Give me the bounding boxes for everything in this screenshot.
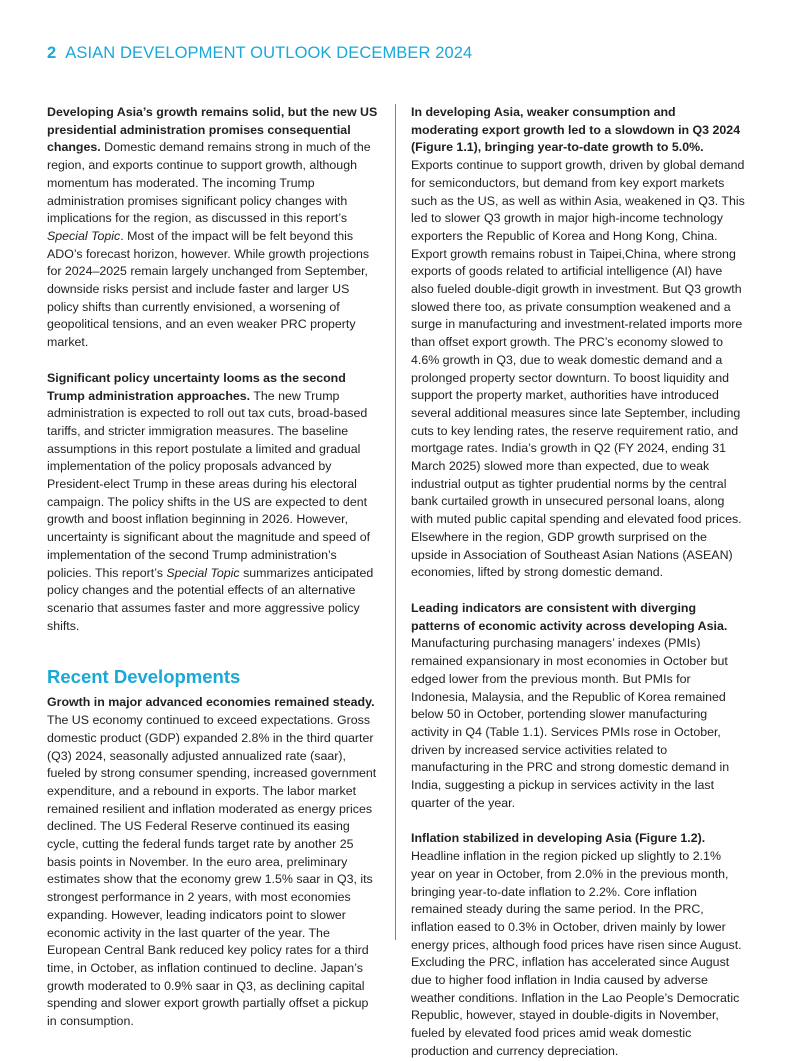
paragraph-lead: Significant policy uncertainty looms as the second Trump administration approaches. — [47, 370, 346, 403]
paragraph-growth-solid — [47, 104, 379, 352]
paragraph-text: Exports continue to support growth, driven by global demand for semiconductors, but demand from key export markets such as the US, as well as within Asia, weakened in Q3. This led to slower Q3 growth in major high-income technology exporters the Republic of Korea and Hong Kong, China. Export growth remains robust in Taipei,China, where strong exports of goods related to artificial intelligence (AI) have also fueled double-digit growth in investment. But Q3 growth slowed there too, as private consumption weakened and a surge in manufacturing and investment-related imports more than offset export growth. The PRC’s economy slowed to 4.6% growth in Q3, due to weak domestic demand and a prolonged property sector downturn. To boost liquidity and support the property market, authorities have introduced several additional measures since late September, including cuts to key lending rates, the reserve requirement ratio, and mortgage rates. India’s growth in Q2 (FY 2024, ending 31 March 2025) slowed more than expected, due to weak industrial output as tighter prudential norms by the central bank curtailed growth in unsecured personal loans, along with muted public capital spending and elevated food prices. Elsewhere in the region, GDP growth surprised on the upside in Association of Southeast Asian Nations (ASEAN) economies, lifted by strong domestic demand. — [411, 158, 745, 580]
paragraph-text: Headline inflation in the region picked up slightly to 2.1% year on year in October, from 2.0% in the previous month, bringing year-to-date inflation to 2.2%. Core inflation remained steady during the same period. In the PRC, inflation eased to 0.3% in October, driven mainly by lower energy prices, although food prices have risen since August. Excluding the PRC, inflation has accelerated since August due to higher food inflation in India caused by adverse weather conditions. Inflation in the Lao People’s Democratic Republic, however, stayed in double-digits in November, fueled by elevated food prices amid weak domestic production and currency depreciation. — [411, 849, 742, 1058]
section-heading-recent-developments: Recent Developments — [47, 666, 241, 688]
page-number: 2 — [47, 44, 57, 62]
paragraph-text: . Most of the impact will be felt beyond this ADO’s forecast horizon, however. While growth projections for 2024–2025 remain largely unchanged from September, downside risks persist and include faster and larger US policy shifts than currently envisioned, a worsening of geopolitical tensions, and an even weaker PRC property market. — [47, 228, 370, 350]
paragraph-lead: Leading indicators are consistent with diverging patterns of economic activity across developing Asia. — [411, 600, 728, 633]
paragraph-lead: In developing Asia, weaker consumption and moderating export growth led to a slowdown in Q3 2024 (Figure 1.1), bringing year-to-date growth to 5.0%. — [411, 105, 741, 155]
publication-title: ASIAN DEVELOPMENT OUTLOOK DECEMBER 2024 — [65, 44, 473, 62]
special-topic-reference: Special Topic — [166, 565, 240, 580]
paragraph-text: Domestic demand remains strong in much of the region, and exports continue to support growth, although momentum has moderated. The incoming Trump administration promises significant policy changes with implications for the region, as discussed in this report’s — [47, 140, 371, 226]
paragraph-leading-indicators — [411, 600, 745, 812]
column-divider — [395, 104, 396, 940]
paragraph-text: The US economy continued to exceed expectations. Gross domestic product (GDP) expanded 2.8% in the third quarter (Q3) 2024, seasonally adjusted annualized rate (saar), fueled by strong consumer spending, increased government expenditure, and a rebound in exports. The labor market remained resilient and inflation moderated as energy prices declined. The US Federal Reserve continued its easing cycle, cutting the federal funds target rate by another 25 basis points in November. In the euro area, preliminary estimates show that the economy grew 1.5% saar in Q3, its strongest performance in 2 years, with most economies expanding. However, leading indicators point to slower economic activity in the last quarter of the year. The European Central Bank reduced key policy rates for a third time, in October, as inflation continued to decline. Japan’s growth moderated to 0.9% saar in Q3, as declining capital spending and slower export growth partially offset a pickup in consumption. — [47, 713, 377, 1029]
paragraph-text: The new Trump administration is expected to roll out tax cuts, broad-based tariffs, and stricter immigration measures. The baseline assumptions in this report postulate a limited and gradual implementation of the policy proposals advanced by President-elect Trump in these areas during his electoral campaign. The policy shifts in the US are expected to dent growth and boost inflation beginning in 2026. However, uncertainty is significant about the magnitude and speed of implementation of the second Trump administration’s policies. This report’s — [47, 388, 371, 580]
paragraph-policy-uncertainty — [47, 370, 379, 636]
paragraph-lead: Growth in major advanced economies remained steady. — [47, 695, 375, 710]
paragraph-lead: Developing Asia’s growth remains solid, but the new US presidential administration promises consequential changes. — [47, 105, 378, 155]
special-topic-reference: Special Topic — [47, 228, 121, 243]
running-header — [47, 44, 472, 63]
paragraph-advanced-economies — [47, 694, 379, 1030]
left-column — [47, 104, 379, 1031]
paragraph-developing-asia-slowdown — [411, 104, 745, 582]
paragraph-lead: Inflation stabilized in developing Asia (Figure 1.2). — [411, 831, 706, 846]
paragraph-inflation — [411, 830, 745, 1060]
right-column — [411, 104, 745, 1061]
paragraph-text: Manufacturing purchasing managers’ indexes (PMIs) remained expansionary in most economies in October but edged lower from the previous month. But PMIs for Indonesia, Malaysia, and the Republic of Korea remained below 50 in October, portending slower manufacturing activity in Q4 (Table 1.1). Services PMIs rose in October, driven by increased service activities related to manufacturing in the PRC and strong domestic demand in India, suggesting a pickup in services activity in the last quarter of the year. — [411, 636, 730, 810]
paragraph-text: summarizes anticipated policy changes and the potential effects of an alternative scenario that assumes faster and more aggressive policy shifts. — [47, 565, 374, 633]
